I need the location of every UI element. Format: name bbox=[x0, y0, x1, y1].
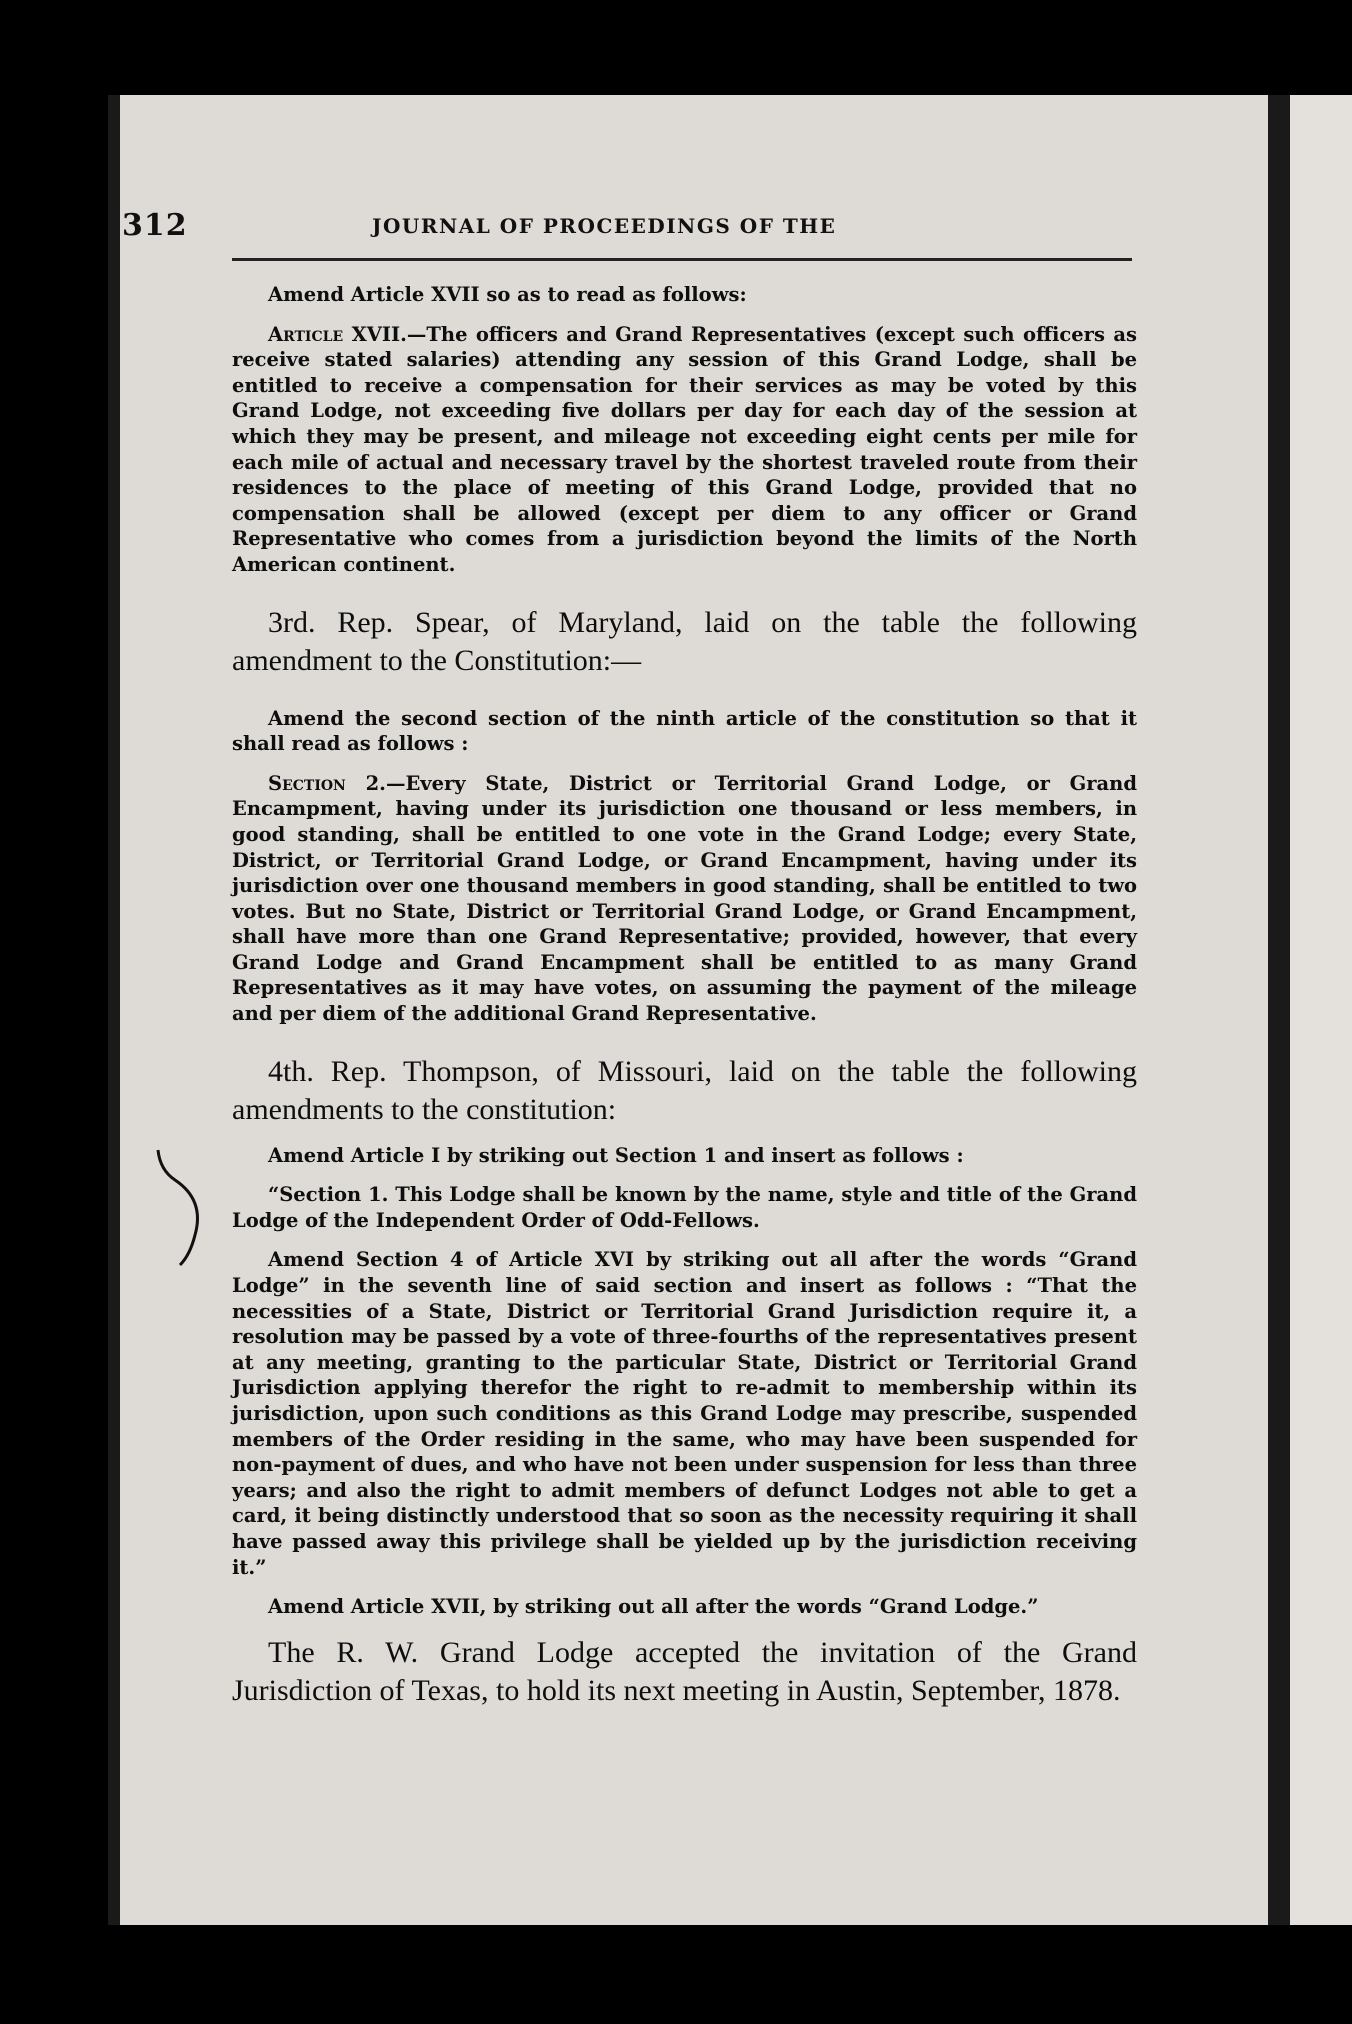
paragraph-amend-article-xvii: Amend Article XVII so as to read as follows: bbox=[268, 283, 747, 306]
paragraph-amend-section-4: Amend Section 4 of Article XVI by striking out all after the words “Grand Lodge” in the seventh line of said section and insert as follows : “That the necessities of a State, District or Territorial Grand Jurisdiction require it, a resolution may be passed by a vote of three-fourths of the representatives present at any meeting, granting to the particular State, District or Territorial Grand Jurisdiction applying therefor the right to re-admit to membership within its jurisdiction, upon such conditions as this Grand Lodge may prescribe, suspended members of the Order residing in the same, who may have been suspended for non-payment of dues, and who have not been under suspension for less than three years; and also the right to admit members of defunct Lodges not able to get a card, it being distinctly understood that so soon as the necessity requiring it shall have passed away this privilege shall be yielded up by the jurisdiction receiving it.” bbox=[232, 1248, 1137, 1579]
page-number: 312 bbox=[122, 208, 188, 243]
next-page-sliver bbox=[1290, 95, 1352, 1925]
article-lead: Article XVII. bbox=[268, 322, 407, 346]
section-lead: Section 2. bbox=[268, 771, 386, 795]
article-body: —The officers and Grand Representatives (except such officers as receive stated salaries) attending any session of this Grand Lodge, shall be entitled to receive a compensation for their services as may be voted by this Grand Lodge, not exceeding five dollars per day for each day of the session at which they may be present, and mileage not exceeding eight cents per mile for each mile of actual and necessary travel by the shortest traveled route from their residences to the place of meeting of this Grand Lodge, provided that no compensation shall be allowed (except per diem to any officer or Grand Representative who comes from a jurisdiction beyond the limits of the North American continent. bbox=[232, 322, 1137, 576]
paragraph-rep-thompson: 4th. Rep. Thompson, of Missouri, laid on the table the following amendments to the constitution: bbox=[232, 1054, 1137, 1126]
paragraph-section-1-text: “Section 1. This Lodge shall be known by the name, style and title of the Grand Lodge of the Independent Order of Odd-Fellows. bbox=[232, 1183, 1137, 1232]
paragraph-amend-article-xvii-grand-lodge: Amend Article XVII, by striking out all after the words “Grand Lodge.” bbox=[268, 1595, 1039, 1619]
page-edge bbox=[1268, 95, 1290, 1925]
paragraph-rep-spear: 3rd. Rep. Spear, of Maryland, laid on the table the following amendment to the Constitution:— bbox=[232, 605, 1137, 677]
paragraph-section-2-text bbox=[232, 771, 1137, 1027]
paragraph-amend-second-section: Amend the second section of the ninth article of the constitution so that it shall read as follows : bbox=[232, 706, 1137, 756]
margin-bracket-mark bbox=[150, 1140, 220, 1270]
section-body: —Every State, District or Territorial Grand Lodge, or Grand Encampment, having under its jurisdiction one thousand or less members, in good standing, shall be entitled to one vote in the Grand Lodge; every State, District, or Territorial Grand Lodge, or Grand Encampment, having under its jurisdiction over one thousand members in good standing, shall be entitled to two votes. But no State, District or Territorial Grand Lodge, or Grand Encampment, shall have more than one Grand Representative; provided, however, that every Grand Lodge and Grand Encampment shall be entitled to as many Grand Representatives as it may have votes, on assuming the payment of the mileage and per diem of the additional Grand Representative. bbox=[232, 771, 1137, 1026]
paragraph-grand-lodge-invitation: The R. W. Grand Lodge accepted the invitation of the Grand Jurisdiction of Texas, to hold its next meeting in Austin, September, 1878. bbox=[232, 1635, 1137, 1707]
page-body bbox=[232, 282, 1137, 1710]
page-header bbox=[122, 208, 1137, 248]
header-rule bbox=[232, 258, 1132, 261]
paragraph-article-xvii-text bbox=[232, 322, 1137, 578]
paragraph-amend-article-i: Amend Article I by striking out Section 1 and insert as follows : bbox=[268, 1143, 964, 1167]
running-head: JOURNAL OF PROCEEDINGS OF THE bbox=[372, 214, 837, 238]
